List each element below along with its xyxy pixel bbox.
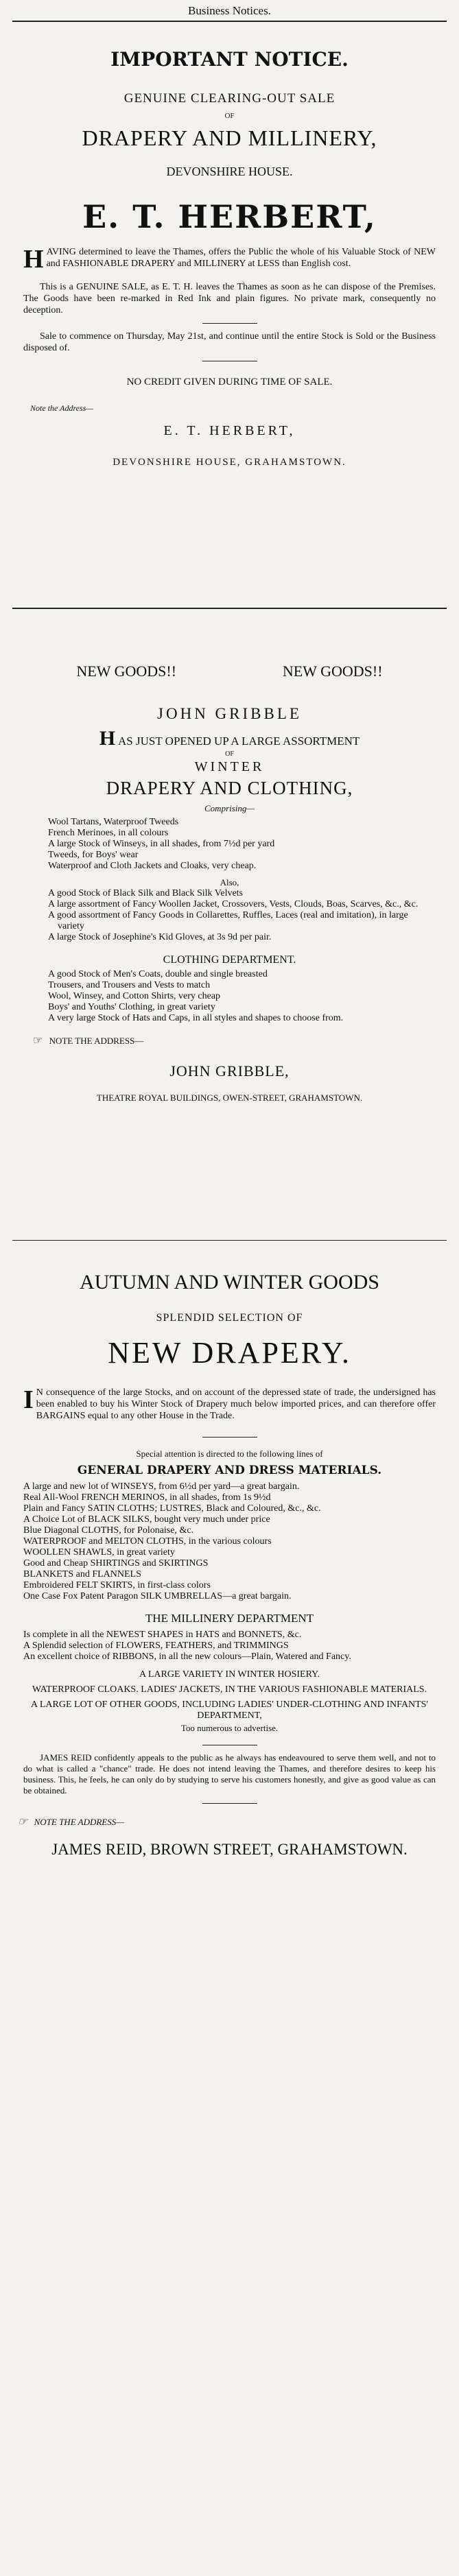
ad1-para3: Sale to commence on Thursday, May 21st, and continue until the entire Stock is Sold or the Business disposed of. — [23, 331, 436, 353]
ad2-opened-line — [23, 727, 436, 750]
list-item: One Case Fox Patent Paragon SILK UMBRELLAS—a great bargain. — [23, 1591, 292, 1601]
ad3-large-lot: A LARGE LOT OF OTHER GOODS, INCLUDING LADIES' UNDER-CLOTHING AND INFANTS' DEPARTMENT, — [31, 1700, 428, 1721]
list-item: A good Stock of Black Silk and Black Silk Velvets — [48, 888, 244, 898]
list-item: Wool, Winsey, and Cotton Shirts, very cheap — [48, 991, 221, 1001]
ad2-name: JOHN GRIBBLE — [157, 705, 302, 722]
ad3-para2: JAMES REID confidently appeals to the public as he always has endeavoured to serve them well, and not to do what is called a "chance" trade. He does not intend leaving the Thames, and therefore desires to keep his business. This, he feels, he can only do by studying to serve his customers honestly, and give as good value as can be obtained. — [23, 1752, 436, 1796]
list-item: A Choice Lot of BLACK SILKS, bought very much under price — [23, 1514, 270, 1525]
ad2-list-2 — [48, 888, 436, 943]
page-header: Business Notices. — [188, 4, 271, 17]
ad-herbert — [0, 22, 459, 608]
ad1-divider — [202, 323, 257, 324]
list-item: Good and Cheap SHIRTINGS and SKIRTINGS — [23, 1558, 209, 1569]
ad2-drop-letter: H — [99, 727, 116, 750]
ad1-heading: IMPORTANT NOTICE. — [110, 48, 349, 71]
list-item: French Merinoes, in all colours — [48, 828, 169, 838]
list-item: A large assortment of Fancy Woollen Jacket, Crossovers, Vests, Clouds, Boas, Scarves, &c., &c. — [48, 899, 419, 909]
ad2-new-goods — [23, 663, 436, 680]
list-item: Trousers, and Trousers and Vests to match — [48, 980, 211, 990]
ad3-hosiery: A LARGE VARIETY IN WINTER HOSIERY. — [139, 1669, 320, 1680]
ad3-intro — [23, 1387, 436, 1422]
ad2-address-name: JOHN GRIBBLE, — [169, 1062, 290, 1080]
pointing-hand-icon: ☞ — [18, 1816, 28, 1828]
ad2-title: DRAPERY AND CLOTHING, — [106, 778, 353, 798]
ad2-new-goods-right: NEW GOODS!! — [282, 663, 383, 680]
ad3-divider-3 — [202, 1803, 257, 1804]
ad3-waterproof: WATERPROOF CLOAKS. LADIES' JACKETS, IN THE VARIOUS FASHIONABLE MATERIALS. — [32, 1684, 427, 1695]
list-item: WATERPROOF and MELTON CLOTHS, in the various colours — [23, 1536, 272, 1547]
ad1-no-credit: NO CREDIT GIVEN DURING TIME OF SALE. — [126, 377, 333, 387]
ad1-note: Note the Address— — [30, 403, 93, 413]
ad2-note: NOTE THE ADDRESS— — [49, 1036, 144, 1046]
list-item: Wool Tartans, Waterproof Tweeds — [48, 817, 179, 827]
list-item: A good assortment of Fancy Goods in Collarettes, Ruffles, Laces (real and imitation), in large variety — [48, 910, 408, 931]
list-item: A good Stock of Men's Coats, double and single breasted — [48, 969, 268, 979]
ad3-attention: Special attention is directed to the following lines of — [136, 1448, 323, 1459]
ad3-splendid: SPLENDID SELECTION OF — [156, 1312, 303, 1324]
list-item: Is complete in all the NEWEST SHAPES in HATS and BONNETS, &c. — [23, 1630, 302, 1640]
ad3-title: AUTUMN AND WINTER GOODS — [80, 1271, 379, 1293]
ad1-of: OF — [224, 112, 235, 120]
ad2-opened: AS JUST OPENED UP A LARGE ASSORTMENT — [118, 735, 360, 748]
ad3-too-numerous: Too numerous to advertise. — [180, 1723, 279, 1733]
ad2-list-3 — [48, 969, 436, 1024]
ad1-para1: AVING determined to leave the Thames, offers the Public the whole of his Valuable Stock of NEW and FASHIONABLE DRAPERY and MILLINERY at LESS than English cost. — [46, 247, 436, 269]
list-item: Boys' and Youths' Clothing, in great variety — [48, 1002, 215, 1012]
list-item: A Splendid selection of FLOWERS, FEATHERS, and TRIMMINGS — [23, 1641, 289, 1651]
ad1-title: DRAPERY AND MILLINERY, — [82, 126, 377, 150]
ad2-comprising: Comprising— — [204, 803, 255, 813]
list-item: WOOLLEN SHAWLS, in great variety — [23, 1547, 175, 1558]
list-item: A large Stock of Winseys, in all shades, from 7½d per yard — [48, 839, 275, 849]
ad1-subheading: GENUINE CLEARING-OUT SALE — [123, 91, 336, 106]
list-item: An excellent choice of RIBBONS, in all the new colours—Plain, Watered and Fancy. — [23, 1651, 351, 1662]
ad3-general: GENERAL DRAPERY AND DRESS MATERIALS. — [77, 1464, 382, 1477]
ad1-address: DEVONSHIRE HOUSE, GRAHAMSTOWN. — [113, 457, 346, 468]
list-item: Tweeds, for Boys' wear — [48, 850, 139, 860]
ad3-millinery-heading: THE MILLINERY DEPARTMENT — [145, 1612, 314, 1625]
ad1-house: DEVONSHIRE HOUSE. — [166, 165, 293, 178]
list-item: Embroidered FELT SKIRTS, in first-class colors — [23, 1580, 211, 1590]
ad3-list-1 — [23, 1481, 436, 1602]
list-item: Plain and Fancy SATIN CLOTHS; LUSTRES, Black and Coloured, &c., &c. — [23, 1503, 321, 1514]
ad2-note-line — [23, 1034, 436, 1047]
ad2-new-goods-left: NEW GOODS!! — [76, 663, 177, 680]
ad3-drop-letter: I — [23, 1387, 34, 1414]
list-item: A large and new lot of WINSEYS, from 6½d per yard—a great bargain. — [23, 1481, 300, 1492]
ad1-name: E. T. HERBERT, — [82, 198, 377, 235]
ad-gribble — [0, 609, 459, 1240]
ad-separator-2 — [12, 1240, 447, 1241]
ad2-winter: WINTER — [194, 759, 265, 774]
pointing-hand-icon: ☞ — [33, 1035, 43, 1047]
list-item: Real All-Wool FRENCH MERINOS, in all shades, from 1s 9½d — [23, 1492, 271, 1503]
ad1-address-name: E. T. HERBERT, — [163, 423, 296, 438]
ad1-para2: This is a GENUINE SALE, as E. T. H. leaves the Thames as soon as he can dispose of the Premises. The Goods have been re-marked in Red Ink and plain figures. No private mark, consequently no deception. — [23, 282, 436, 315]
ad3-divider — [202, 1437, 257, 1438]
list-item: Waterproof and Cloth Jackets and Cloaks, very cheap. — [48, 861, 257, 871]
ad2-clothing-heading: CLOTHING DEPARTMENT. — [163, 954, 296, 966]
ad2-of: OF — [225, 750, 234, 758]
ad3-para1: N consequence of the large Stocks, and on account of the depressed state of trade, the undersigned has been enabled to buy his Winter Stock of Drapery much below imported prices, and can therefore offer BARGAINS equal to any other House in the Trade. — [36, 1387, 436, 1421]
ad2-also: Also, — [220, 877, 239, 887]
ad3-note: NOTE THE ADDRESS— — [34, 1817, 124, 1827]
ad1-intro — [23, 246, 436, 270]
ad3-note-line — [8, 1815, 451, 1828]
list-item: Blue Diagonal CLOTHS, for Polonaise, &c. — [23, 1525, 194, 1536]
ad2-address: THEATRE ROYAL BUILDINGS, OWEN-STREET, GRAHAMSTOWN. — [96, 1093, 363, 1103]
ad-reid — [0, 1271, 459, 2574]
list-item: A large Stock of Josephine's Kid Gloves, at 3s 9d per pair. — [48, 932, 272, 942]
ad3-list-2 — [23, 1630, 436, 1662]
ad1-drop-letter: H — [23, 246, 44, 270]
list-item: BLANKETS and FLANNELS — [23, 1569, 141, 1579]
ad3-new-drapery: NEW DRAPERY. — [108, 1336, 351, 1370]
ad3-address: JAMES REID, BROWN STREET, GRAHAMSTOWN. — [51, 1841, 408, 1858]
list-item: A very large Stock of Hats and Caps, in all styles and shapes to choose from. — [48, 1013, 344, 1023]
ad2-list-1 — [48, 817, 436, 872]
